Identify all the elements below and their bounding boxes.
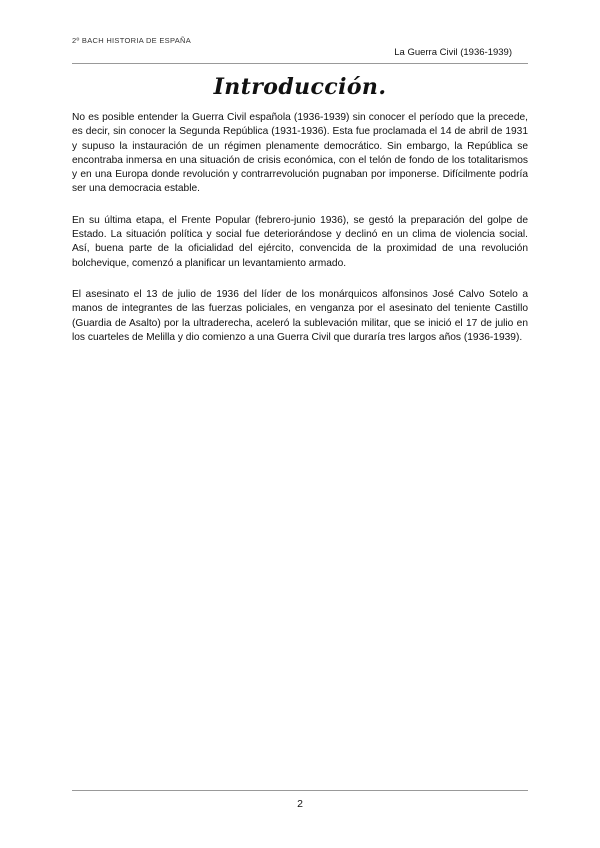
page-number: 2: [297, 798, 303, 810]
paragraph-2: En su última etapa, el Frente Popular (febrero-junio 1936), se gestó la preparación del golpe de Estado. La situación política y social fue deteriorándose y declinó en un clima de violencia social. Así, buena parte de la oficialidad del ejército, convencida de la proximidad de una revolución bolchevique, comenzó a planificar un levantamiento armado.: [72, 214, 528, 269]
paragraph-3: El asesinato el 13 de julio de 1936 del líder de los monárquicos alfonsinos José Calvo Sotelo a manos de integrantes de las fuerzas policiales, en venganza por el asesinato del teniente Castillo (Guardia de Asalto) por la ultraderecha, aceleró la sublevación militar, que se inició el 17 de julio en los cuarteles de Melilla y dio comienzo a una Guerra Civil que duraría tres largos años (1936-1939).: [72, 288, 528, 343]
header-divider: [72, 63, 528, 64]
document-title: La Guerra Civil (1936-1939): [394, 47, 512, 58]
section-heading: Introducción.: [213, 74, 387, 100]
course-label: 2º BACH HISTORIA DE ESPAÑA: [72, 36, 192, 45]
paragraph-1: No es posible entender la Guerra Civil española (1936-1939) sin conocer el período que la precede, es decir, sin conocer la Segunda República (1931-1936). Esta fue proclamada el 14 de abril de 1931 y supuso la instauración de un régimen plenamente democrático. Sin embargo, la República se encontraba inmersa en una situación de crisis económica, con el telón de fondo de los totalitarismos y en una Europa donde revolución y contrarrevolución pugnaban por imponerse. Difícilmente podría ser una democracia estable.: [72, 112, 528, 195]
body-text: [72, 111, 528, 362]
footer-divider: [72, 790, 528, 791]
